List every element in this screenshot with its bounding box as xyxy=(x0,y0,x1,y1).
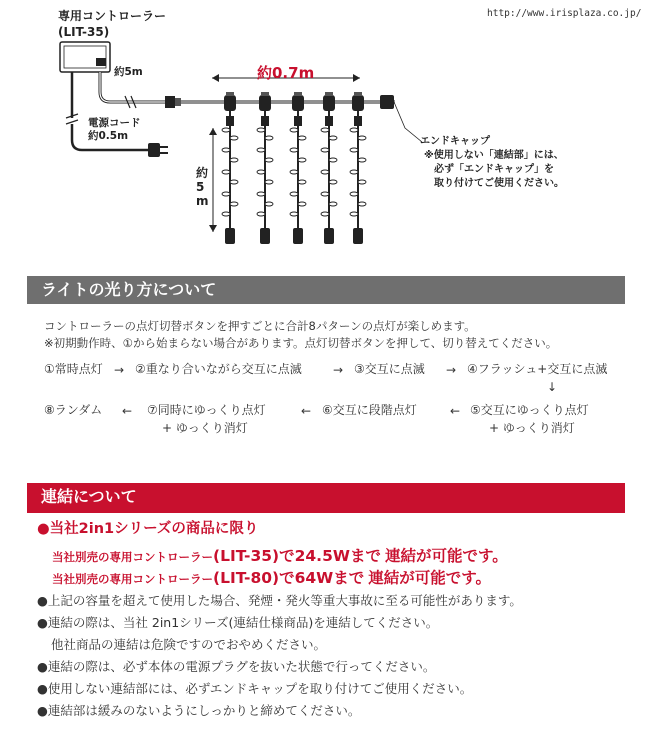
cable-length-label: 約5m xyxy=(114,66,143,78)
width-label: 約0.7m xyxy=(257,64,315,82)
controller-model: (LIT-35) xyxy=(58,25,110,39)
capacity-lit80-value: (LIT-80)で64Wまで xyxy=(213,569,365,587)
endcap-note-2: 必ず「エンドキャップ」を xyxy=(434,164,554,175)
mode-6: ⑥交互に段階点灯 xyxy=(322,403,417,417)
arrow-left-3: ← xyxy=(450,404,461,418)
lighting-description xyxy=(44,318,557,352)
controller-box xyxy=(60,42,110,72)
end-caps xyxy=(225,116,363,244)
endcap-note-3: 取り付けてご使用ください。 xyxy=(434,178,564,189)
bulbs xyxy=(222,128,366,216)
controller-name: 専用コントローラー xyxy=(58,9,167,23)
capacity-lit80-prefix: 当社別売の専用コントローラー xyxy=(52,572,213,586)
mode-8: ⑧ランダム xyxy=(44,403,103,417)
endcap-note-1: ※使用しない「連結部」には、 xyxy=(424,150,564,161)
capacity-lit35-suffix: 連結が可能です。 xyxy=(384,547,508,565)
mode-4: ④フラッシュ+交互に点滅 xyxy=(467,362,608,376)
capacity-lit80-suffix: 連結が可能です。 xyxy=(368,569,492,587)
note-4: ●使用しない連結部には、必ずエンドキャップを取り付けてご使用ください。 xyxy=(37,681,473,696)
arrow-right-3: → xyxy=(446,363,457,377)
drop-length-label: 約5m xyxy=(196,166,209,208)
note-3: ●連結の際は、必ず本体の電源プラグを抜いた状態で行ってください。 xyxy=(37,659,436,674)
connection-subheading: ●当社2in1シリーズの商品に限り xyxy=(37,521,259,537)
power-cord-name: 電源コード xyxy=(88,117,141,129)
mode-7-sub: + ゆっくり消灯 xyxy=(162,421,248,435)
endcap-note xyxy=(420,135,564,191)
note-1: ●上記の容量を超えて使用した場合、発煙・発火等重大事故に至る可能性があります。 xyxy=(37,593,522,608)
arrow-down: ↓ xyxy=(547,380,558,394)
arrow-left-2: ← xyxy=(301,404,312,418)
arrow-left-1: ← xyxy=(122,404,133,418)
arrow-right-2: → xyxy=(333,363,344,377)
mode-2: ②重なり合いながら交互に点滅 xyxy=(135,362,302,376)
connection-divider xyxy=(27,511,625,513)
mode-5-sub: + ゆっくり消灯 xyxy=(489,421,575,435)
lighting-heading: ライトの光り方について xyxy=(27,276,625,304)
note-2-continued: 他社商品の連結は危険ですのでおやめください。 xyxy=(51,637,327,652)
site-url: http://www.irisplaza.co.jp/ xyxy=(487,8,642,19)
mode-7: ⑦同時にゆっくり点灯 xyxy=(147,403,266,417)
arrow-right-1: → xyxy=(114,363,125,377)
connection-heading: 連結について xyxy=(27,483,625,511)
capacity-lit35-prefix: 当社別売の専用コントローラー xyxy=(52,550,213,564)
endcap-title: エンドキャップ xyxy=(420,136,490,147)
note-5: ●連結部は緩みのないようにしっかりと締めてください。 xyxy=(37,703,361,718)
mode-5: ⑤交互にゆっくり点灯 xyxy=(470,403,589,417)
power-cord-length: 約0.5m xyxy=(88,130,129,142)
mode-3: ③交互に点滅 xyxy=(354,362,425,376)
power-cord-label xyxy=(88,117,141,143)
capacity-lit35-value: (LIT-35)で24.5Wまで xyxy=(213,547,381,565)
capacity-lit80 xyxy=(52,566,491,588)
capacity-lit35 xyxy=(52,544,508,566)
lighting-desc-1: コントローラーの点灯切替ボタンを押すごとに合計8パターンの点灯が楽しめます。 xyxy=(44,319,476,333)
lighting-desc-2: ※初期動作時、①から始まらない場合があります。点灯切替ボタンを押して、切り替えてください。 xyxy=(44,336,558,350)
mode-1: ①常時点灯 xyxy=(44,362,103,376)
note-2: ●連結の際は、当社 2in1シリーズ(連結仕様商品)を連結してください。 xyxy=(37,615,439,630)
